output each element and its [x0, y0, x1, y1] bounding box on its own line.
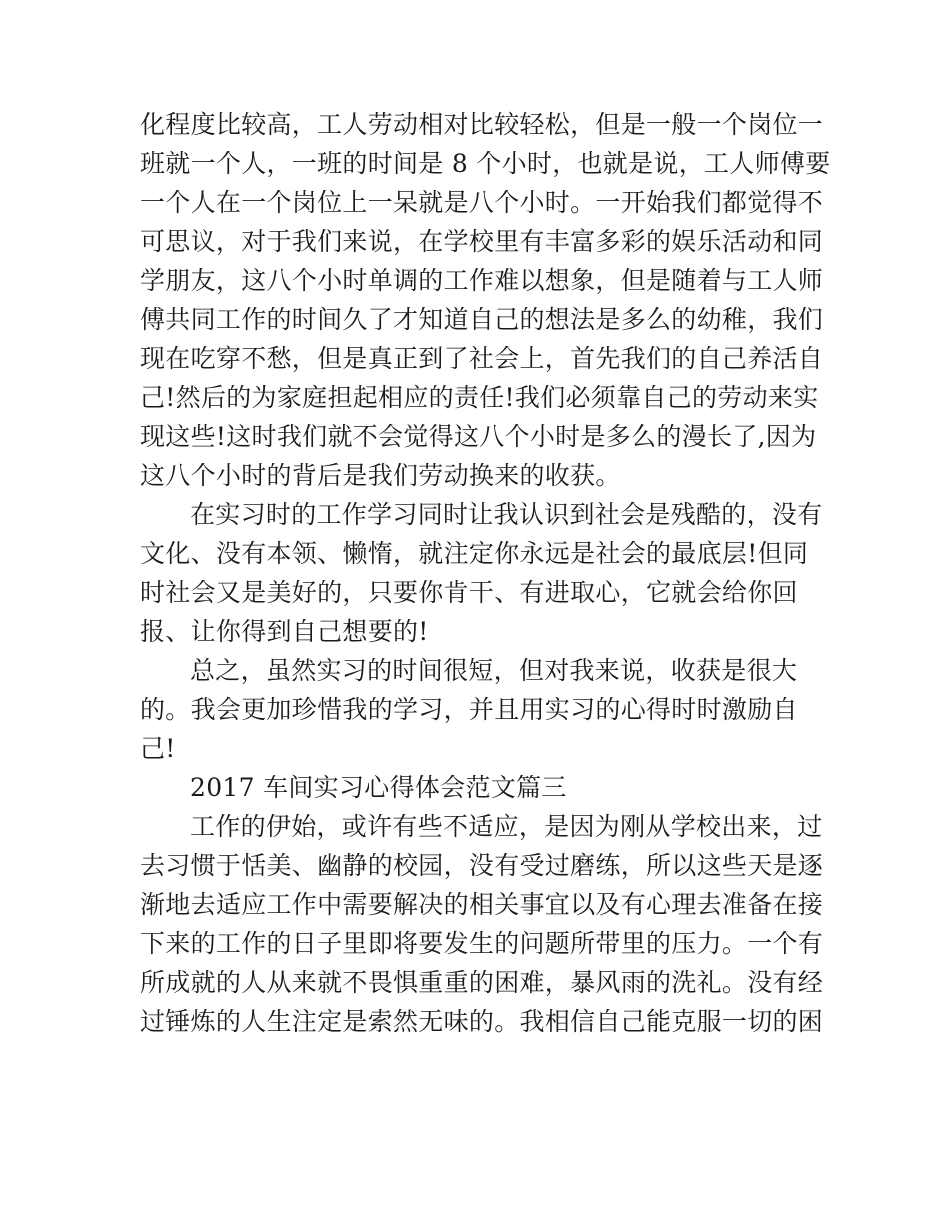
- text-line: 渐地去适应工作中需要解决的相关事宜以及有心理去准备在接: [140, 890, 824, 919]
- text-line: 下来的工作的日子里即将要发生的问题所带里的压力。一个有: [140, 929, 824, 958]
- text-line: 傅共同工作的时间久了才知道自己的想法是多么的幼稚，我们: [140, 305, 824, 334]
- paragraph-start-line: 工作的伊始，或许有些不适应，是因为刚从学校出来，过: [190, 812, 823, 841]
- text-line: 时社会又是美好的，只要你肯干、有进取心，它就会给你回: [140, 578, 798, 607]
- text-line: 所成就的人从来就不畏惧重重的困难，暴风雨的洗礼。没有经: [140, 968, 824, 997]
- text-line: 现在吃穿不愁，但是真正到了社会上，首先我们的自己养活自: [140, 344, 824, 373]
- text-line: 化程度比较高，工人劳动相对比较轻松，但是一般一个岗位一: [140, 110, 824, 139]
- text-line: 现这些!这时我们就不会觉得这八个小时是多么的漫长了,因为: [140, 422, 817, 451]
- text-line: 文化、没有本领、懒惰，就注定你永远是社会的最底层!但同: [140, 539, 809, 568]
- text-line: 过锤炼的人生注定是索然无味的。我相信自己能克服一切的困: [140, 1007, 824, 1036]
- text-line: 学朋友，这八个小时单调的工作难以想象，但是随着与工人师: [140, 266, 824, 295]
- text-line: 己!然后的为家庭担起相应的责任!我们必须靠自己的劳动来实: [140, 383, 819, 412]
- text-line: 去习惯于恬美、幽静的校园，没有受过磨练，所以这些天是逐: [140, 851, 824, 880]
- text-line: 可思议，对于我们来说，在学校里有丰富多彩的娱乐活动和同: [140, 227, 824, 256]
- text-line: 一个人在一个岗位上一呆就是八个小时。一开始我们都觉得不: [140, 188, 824, 217]
- paragraph-start-line: 在实习时的工作学习同时让我认识到社会是残酷的，没有: [190, 500, 823, 529]
- paragraph-start-line: 总之，虽然实习的时间很短，但对我来说，收获是很大: [190, 656, 798, 685]
- text-line: 班就一个人，一班的时间是 8 个小时，也就是说，工人师傅要: [140, 149, 831, 178]
- text-line: 己!: [140, 734, 176, 763]
- section-heading: 2017 车间实习心得体会范文篇三: [190, 773, 567, 802]
- document-body: [140, 105, 831, 1041]
- text-line: 报、让你得到自己想要的!: [140, 617, 429, 646]
- text-line: 的。我会更加珍惜我的学习，并且用实习的心得时时激励自: [140, 695, 798, 724]
- text-line: 这八个小时的背后是我们劳动换来的收获。: [140, 461, 621, 490]
